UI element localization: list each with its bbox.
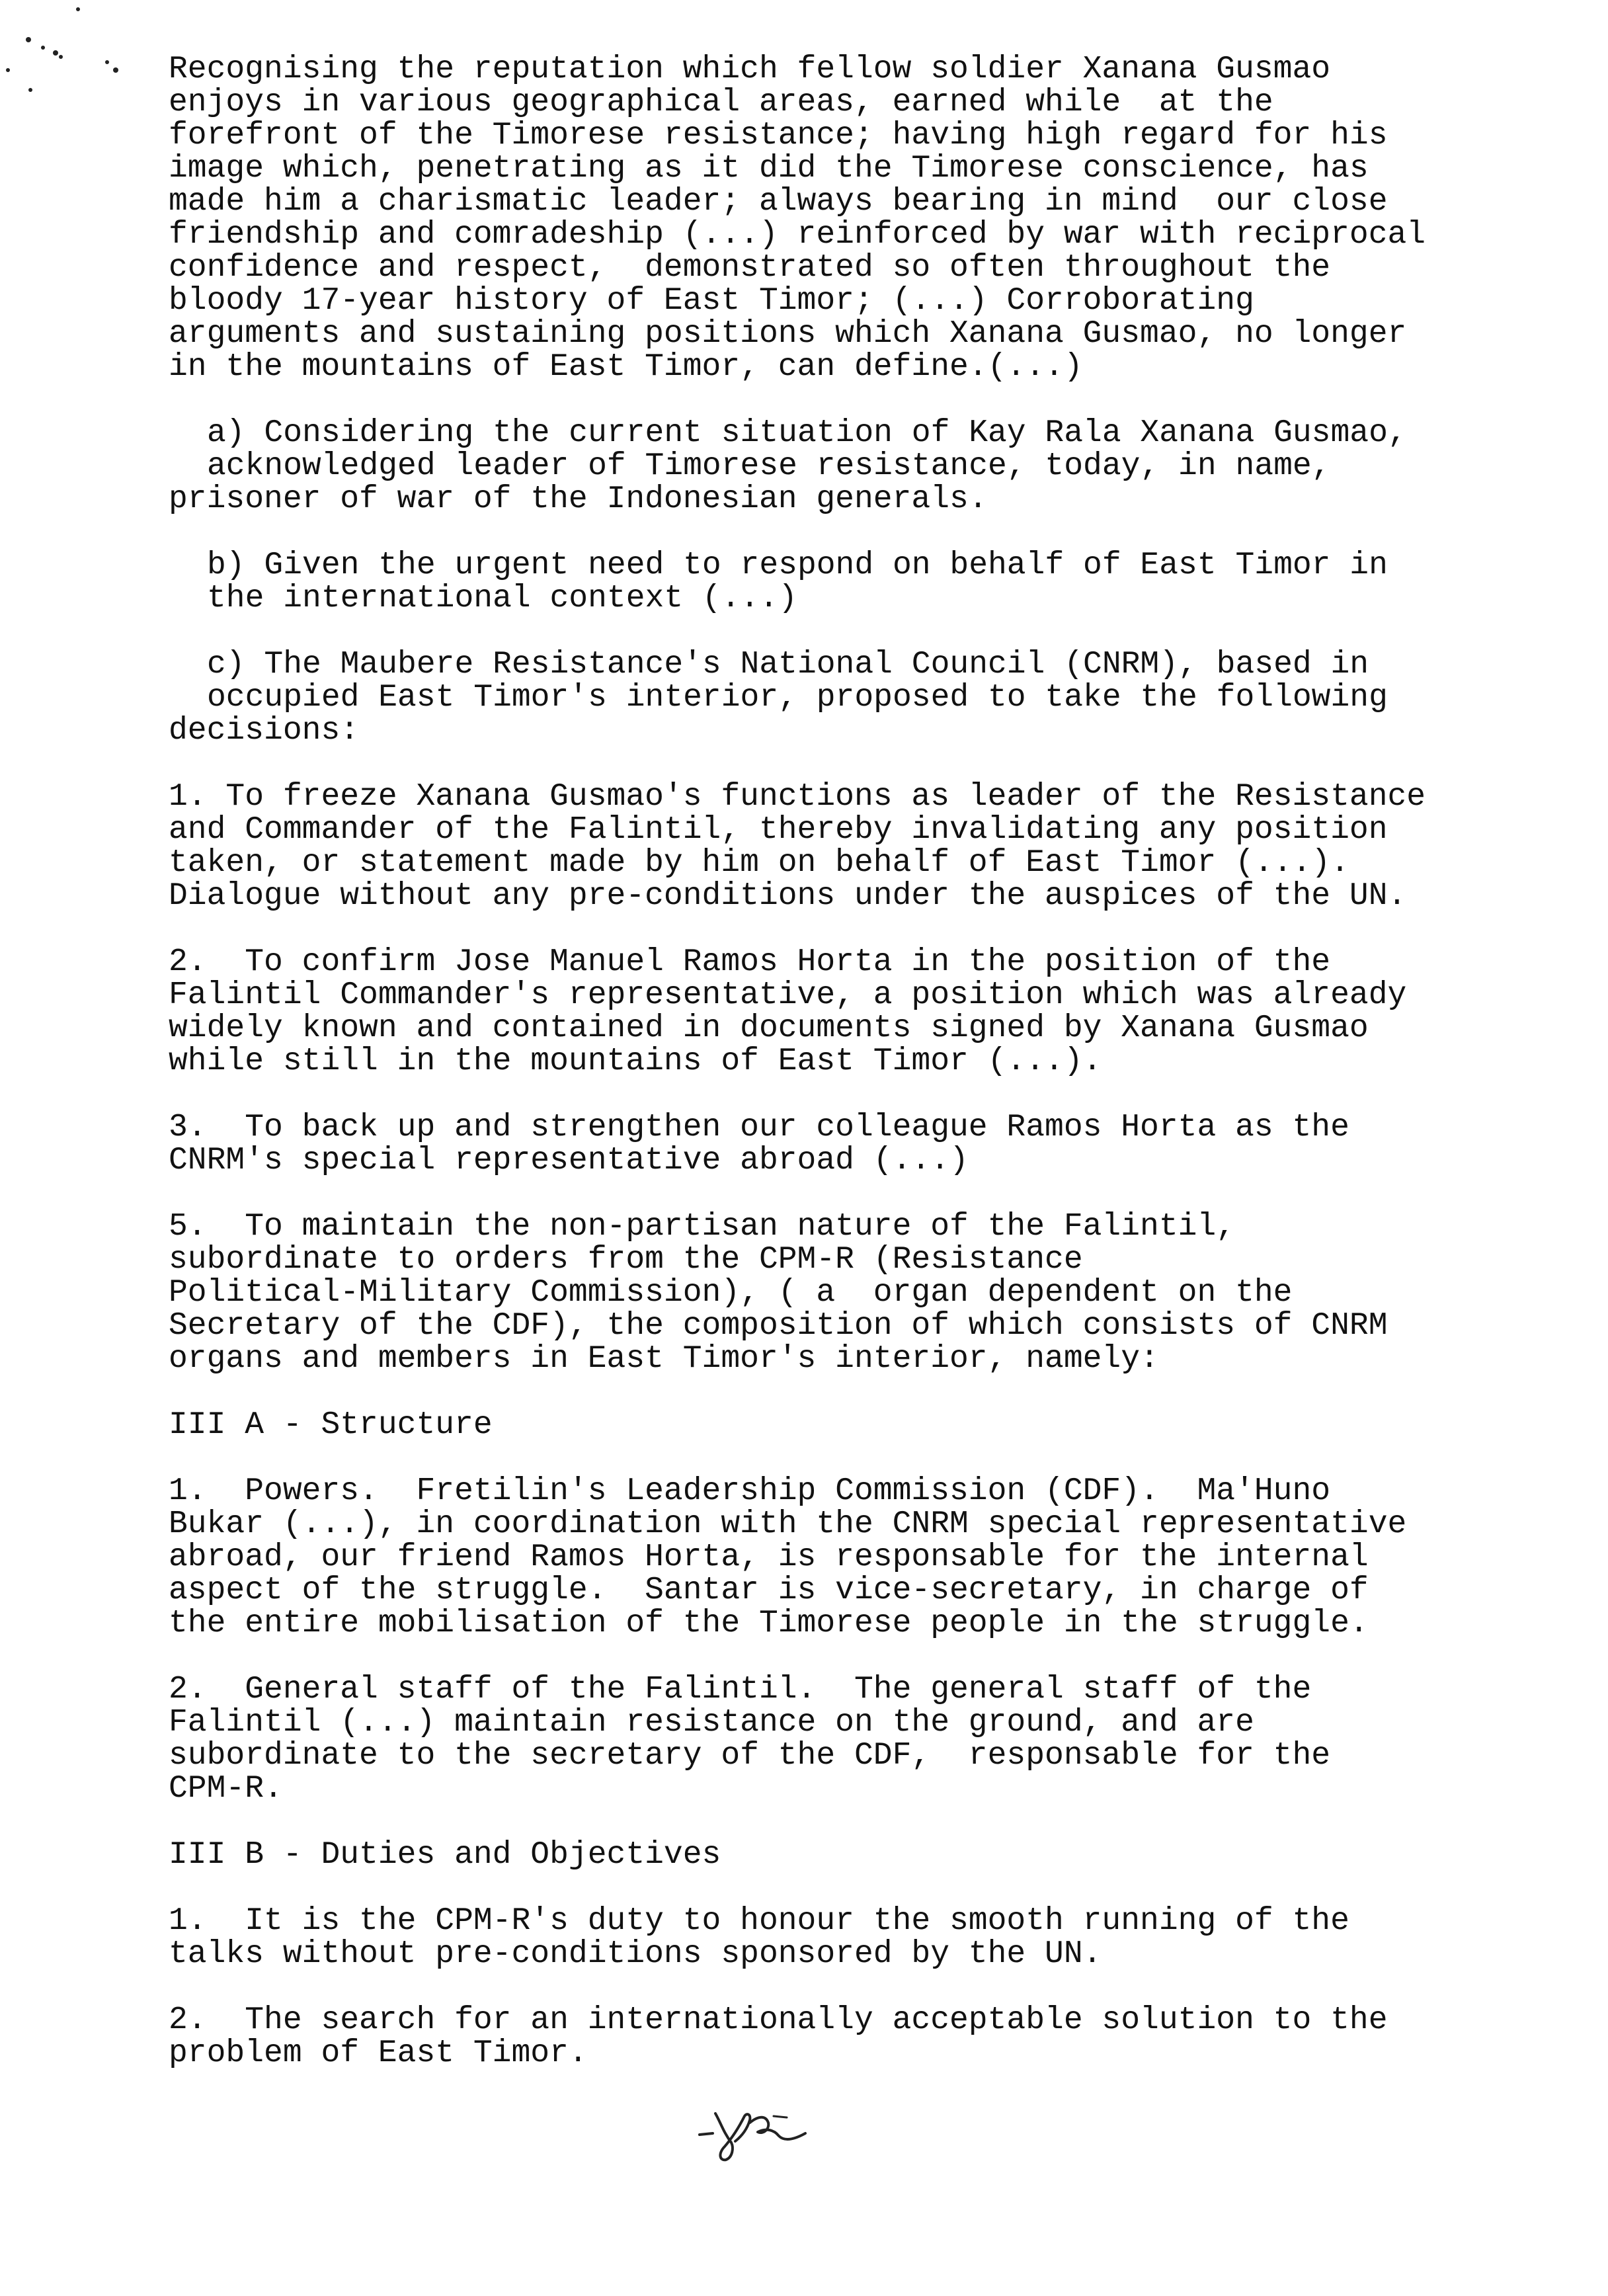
text-line: 1. To freeze Xanana Gusmao's functions as leader of the Resistance	[169, 779, 1426, 815]
heading-iii-a: III A - Structure	[169, 1407, 493, 1443]
text-line: Falintil Commander's representative, a position which was already	[169, 977, 1407, 1013]
text-line: subordinate to orders from the CPM-R (Resistance	[169, 1242, 1083, 1278]
text-line: subordinate to the secretary of the CDF, responsable for the	[169, 1738, 1331, 1774]
text-line: c) The Maubere Resistance's National Council (CNRM), based in	[207, 647, 1369, 682]
text-line: CNRM's special representative abroad (...)	[169, 1143, 969, 1178]
text-line: friendship and comradeship (...) reinforced by war with reciprocal	[169, 217, 1426, 253]
text-line: acknowledged leader of Timorese resistance, today, in name,	[207, 448, 1331, 484]
text-line: talks without pre-conditions sponsored by the UN.	[169, 1936, 1102, 1972]
duty-1	[169, 1905, 1491, 1971]
point-b	[169, 549, 1491, 615]
text-line: while still in the mountains of East Timor (...).	[169, 1044, 1102, 1079]
section-heading	[169, 1409, 1491, 1442]
text-line: Falintil (...) maintain resistance on the ground, and are	[169, 1705, 1254, 1741]
point-c	[169, 648, 1491, 747]
scan-speck	[113, 67, 118, 73]
text-line: a) Considering the current situation of Kay Rala Xanana Gusmao,	[207, 415, 1407, 451]
text-line: Dialogue without any pre-conditions under the auspices of the UN.	[169, 878, 1407, 914]
text-line: bloody 17-year history of East Timor; (...) Corroborating	[169, 283, 1254, 319]
scan-speck	[59, 55, 63, 59]
decision-3	[169, 1111, 1491, 1177]
text-line: abroad, our friend Ramos Horta, is responsable for the internal	[169, 1539, 1369, 1575]
text-line: 2. The search for an internationally acceptable solution to the	[169, 2002, 1388, 2038]
text-line: the international context (...)	[207, 581, 797, 616]
scan-speck	[26, 37, 31, 42]
text-line: 3. To back up and strengthen our colleague Ramos Horta as the	[169, 1110, 1349, 1145]
scan-speck	[53, 50, 58, 56]
text-line: organs and members in East Timor's interior, namely:	[169, 1341, 1159, 1377]
scan-speck	[105, 60, 109, 64]
scan-speck	[6, 68, 10, 72]
text-line: prisoner of war of the Indonesian generals.	[169, 481, 988, 517]
duty-2	[169, 2004, 1491, 2070]
text-line: 1. It is the CPM-R's duty to honour the smooth running of the	[169, 1903, 1349, 1939]
text-line: 5. To maintain the non-partisan nature of the Falintil,	[169, 1209, 1236, 1245]
decision-5	[169, 1210, 1491, 1375]
text-line: Secretary of the CDF), the composition of which consists of CNRM	[169, 1308, 1388, 1344]
text-line: enjoys in various geographical areas, earned while at the	[169, 85, 1273, 120]
decision-2	[169, 946, 1491, 1078]
text-line: aspect of the struggle. Santar is vice-secretary, in charge of	[169, 1573, 1369, 1608]
text-line: taken, or statement made by him on behalf of East Timor (...).	[169, 845, 1349, 881]
text-line: arguments and sustaining positions which Xanana Gusmao, no longer	[169, 316, 1407, 352]
text-line: forefront of the Timorese resistance; having high regard for his	[169, 118, 1388, 153]
text-line: and Commander of the Falintil, thereby invalidating any position	[169, 812, 1388, 848]
section-heading	[169, 1838, 1491, 1871]
heading-iii-b: III B - Duties and Objectives	[169, 1837, 721, 1873]
text-line: Recognising the reputation which fellow soldier Xanana Gusmao	[169, 52, 1331, 87]
structure-1	[169, 1475, 1491, 1640]
text-line: 1. Powers. Fretilin's Leadership Commission (CDF). Ma'Huno	[169, 1473, 1331, 1509]
text-line: widely known and contained in documents signed by Xanana Gusmao	[169, 1010, 1369, 1046]
document-body	[169, 53, 1491, 2103]
text-line: in the mountains of East Timor, can define.(...)	[169, 349, 1083, 385]
text-line: problem of East Timor.	[169, 2035, 588, 2071]
point-a	[169, 417, 1491, 516]
structure-2	[169, 1673, 1491, 1805]
scan-speck	[28, 88, 32, 92]
intro-paragraph	[169, 53, 1491, 384]
text-line: decisions:	[169, 713, 360, 749]
text-line: Bukar (...), in coordination with the CNRM special representative	[169, 1506, 1407, 1542]
text-line: b) Given the urgent need to respond on behalf of East Timor in	[207, 548, 1388, 583]
text-line: confidence and respect, demonstrated so often throughout the	[169, 250, 1331, 286]
handwritten-initials	[694, 2096, 820, 2169]
scan-specks	[0, 0, 145, 106]
text-line: Political-Military Commission), ( a organ dependent on the	[169, 1275, 1293, 1311]
text-line: 2. General staff of the Falintil. The general staff of the	[169, 1672, 1312, 1707]
text-line: 2. To confirm Jose Manuel Ramos Horta in the position of the	[169, 944, 1331, 980]
text-line: occupied East Timor's interior, proposed to take the following	[207, 680, 1388, 716]
text-line: made him a charismatic leader; always bearing in mind our close	[169, 184, 1388, 220]
text-line: the entire mobilisation of the Timorese people in the struggle.	[169, 1606, 1369, 1641]
scan-speck	[41, 46, 45, 50]
decision-1	[169, 780, 1491, 913]
scan-speck	[76, 7, 80, 11]
text-line: CPM-R.	[169, 1771, 283, 1807]
text-line: image which, penetrating as it did the Timorese conscience, has	[169, 151, 1369, 186]
